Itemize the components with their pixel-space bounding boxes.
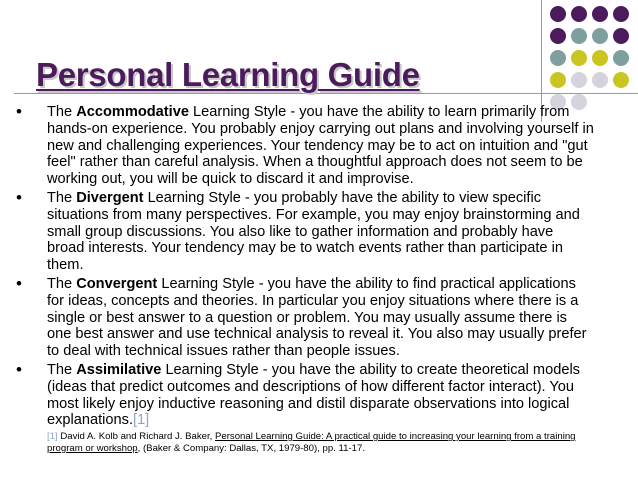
decorative-dot	[550, 6, 566, 22]
style-name: Accommodative	[76, 104, 189, 120]
bullet-text: Learning Style - you probably have the ability to view specific situations from many perspectives. For example, you may enjoy brainstorming and small group discussions. You also like to gather information and probably have broad interests. Your tendency may be to watch events rather than participate in them.	[47, 189, 580, 274]
page-title: Personal Learning Guide	[36, 56, 420, 93]
decorative-dot	[571, 72, 587, 88]
footnote-ref-link[interactable]: [1]	[133, 412, 150, 429]
decorative-dot	[550, 28, 566, 44]
decorative-dot	[571, 6, 587, 22]
footnote-authors: David A. Kolb and Richard J. Baker,	[57, 431, 215, 443]
decorative-dot	[550, 50, 566, 66]
decorative-dot	[571, 28, 587, 44]
bullet-assimilative	[14, 362, 594, 429]
decorative-dot	[592, 50, 608, 66]
footnote-number[interactable]: [1]	[47, 431, 58, 443]
footnote-book-title: Personal Learning Guide: A practical guide to increasing your learning from a training program or workshop	[47, 431, 576, 455]
bullet-accommodative	[14, 104, 594, 188]
decorative-dot	[550, 72, 566, 88]
decorative-dot	[592, 6, 608, 22]
footnote	[47, 431, 594, 455]
style-name: Divergent	[76, 189, 144, 206]
decorative-dot-grid	[550, 6, 629, 110]
style-name: Assimilative	[76, 361, 162, 378]
learning-style-list	[14, 104, 594, 429]
decorative-dot	[592, 28, 608, 44]
bullet-text: Learning Style - you have the ability to create theoretical models (ideas that predict outcomes and descriptions of how different factor interact). You most likely enjoy inductive reasoning and distil disparate observations into logical explanations.	[47, 361, 580, 429]
decorative-dot	[613, 6, 629, 22]
decorative-dot	[613, 50, 629, 66]
bullet-convergent	[14, 276, 594, 360]
decorative-dot	[592, 72, 608, 88]
bullet-prefix: The	[47, 361, 77, 378]
footnote-publisher: , (Baker & Company: Dallas, TX, 1979-80), pp. 11-17.	[137, 443, 365, 455]
style-name: Convergent	[76, 275, 158, 292]
decorative-dot	[613, 72, 629, 88]
decorative-dot	[613, 28, 629, 44]
bullet-divergent	[14, 190, 594, 274]
bullet-prefix: The	[47, 104, 77, 120]
bullet-prefix: The	[47, 275, 77, 292]
bullet-text: Learning Style - you have the ability to find practical applications for ideas, concepts and theories. In particular you enjoy situations where there is a single or best answer to a question or problem. You may usually assume there is one best answer and use technical analysis to reveal it. You also may usually prefer to deal with technical issues rather than people issues.	[47, 275, 587, 360]
decorative-dot	[571, 50, 587, 66]
bullet-prefix: The	[47, 189, 77, 206]
slide-body	[14, 104, 594, 455]
bullet-text: Learning Style - you have the ability to learn primarily from hands-on experience. You probably enjoy carrying out plans and involving yourself in new and challenging experiences. Your tendency may be to act on intuition and "gut feel" rather than careful analysis. When a thoughtful approach does not seem to be working out, you will be quick to discard it and improvise.	[47, 104, 594, 188]
